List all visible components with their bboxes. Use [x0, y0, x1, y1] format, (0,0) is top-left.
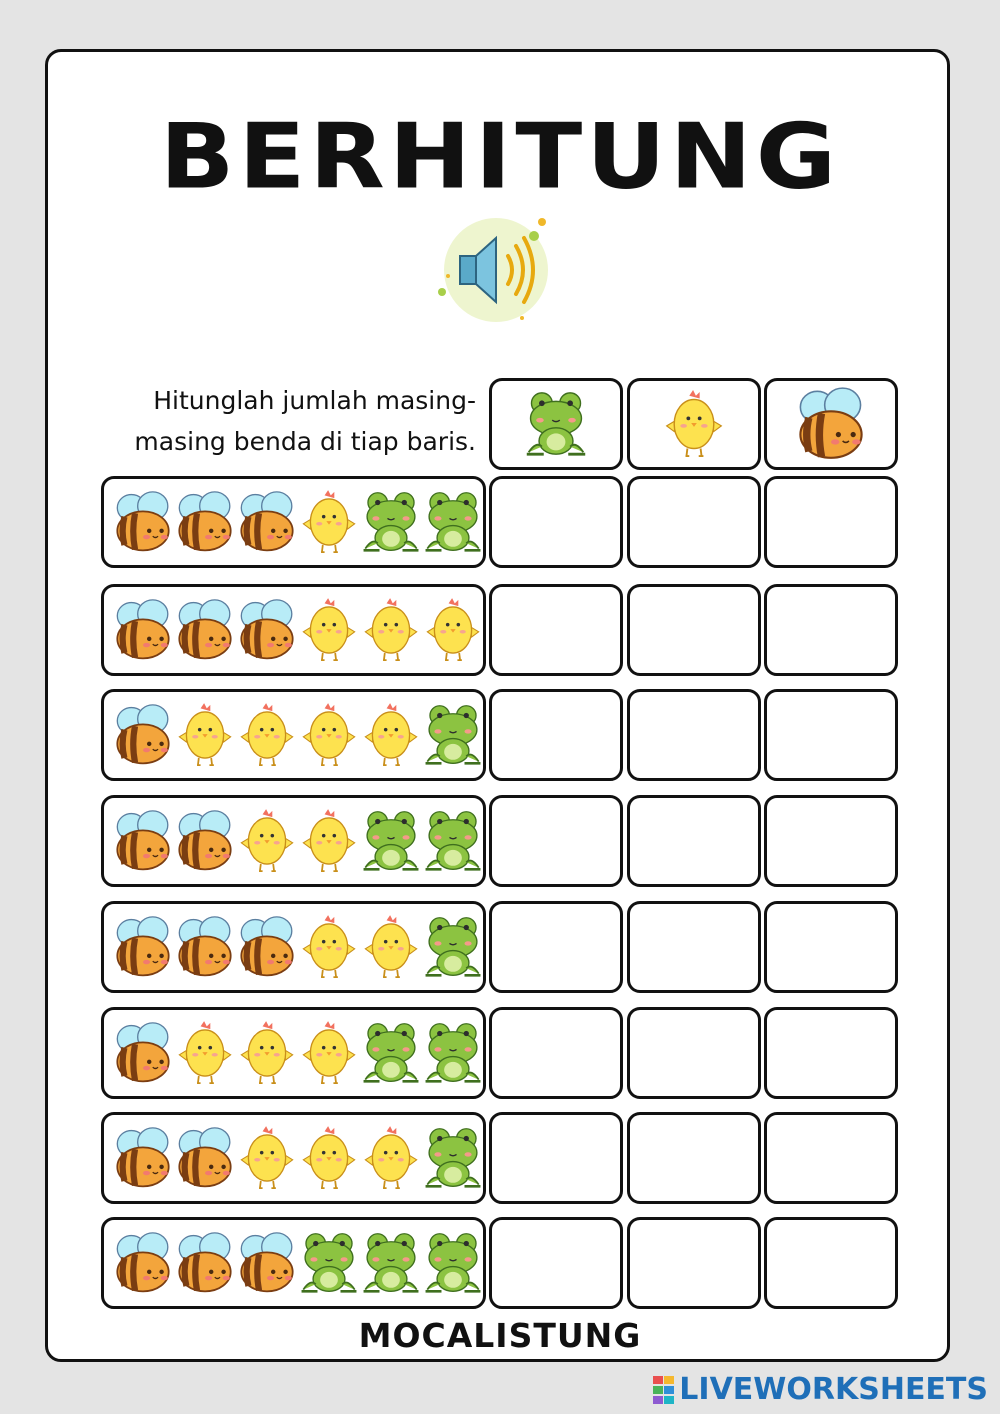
row-8-frog-count-box[interactable]	[489, 1217, 623, 1309]
row-3-bee-count-input[interactable]	[767, 692, 899, 780]
row-7-pictures	[101, 1112, 486, 1204]
row-6-frog-count-input[interactable]	[492, 1010, 624, 1098]
speaker-play-button[interactable]	[430, 210, 560, 330]
row-1-bee-count-input[interactable]	[767, 479, 899, 567]
row-5-pictures	[101, 901, 486, 993]
row-3-pictures	[101, 689, 486, 781]
row-1-bee-count-box[interactable]	[764, 476, 898, 568]
header-bee	[764, 378, 898, 470]
frog-icon	[360, 805, 422, 877]
chick-icon	[236, 1122, 298, 1194]
row-8-chick-count-box[interactable]	[627, 1217, 761, 1309]
bee-icon	[236, 594, 298, 666]
header-chick	[627, 378, 761, 470]
chick-icon	[298, 699, 360, 771]
row-4-bee-count-box[interactable]	[764, 795, 898, 887]
bee-icon	[112, 1122, 174, 1194]
chick-icon	[360, 911, 422, 983]
row-5-chick-count-input[interactable]	[630, 904, 762, 992]
row-3-frog-count-input[interactable]	[492, 692, 624, 780]
bee-icon	[236, 486, 298, 558]
row-7-bee-count-input[interactable]	[767, 1115, 899, 1203]
chick-icon	[360, 1122, 422, 1194]
row-2-chick-count-box[interactable]	[627, 584, 761, 676]
row-1-chick-count-input[interactable]	[630, 479, 762, 567]
row-6-chick-count-input[interactable]	[630, 1010, 762, 1098]
row-7-frog-count-input[interactable]	[492, 1115, 624, 1203]
chick-icon	[360, 699, 422, 771]
row-6-bee-count-input[interactable]	[767, 1010, 899, 1098]
row-7-frog-count-box[interactable]	[489, 1112, 623, 1204]
row-6-chick-count-box[interactable]	[627, 1007, 761, 1099]
row-2-frog-count-input[interactable]	[492, 587, 624, 675]
instruction-text	[96, 380, 476, 462]
brand-watermark	[653, 1372, 988, 1407]
row-4-frog-count-input[interactable]	[492, 798, 624, 886]
row-7-chick-count-input[interactable]	[630, 1115, 762, 1203]
chick-icon	[298, 911, 360, 983]
row-4-pictures	[101, 795, 486, 887]
frog-icon	[360, 1227, 422, 1299]
bee-icon	[112, 699, 174, 771]
frog-icon	[422, 1227, 484, 1299]
chick-icon	[298, 1017, 360, 1089]
bee-icon	[112, 1017, 174, 1089]
row-1-chick-count-box[interactable]	[627, 476, 761, 568]
footer-label: MOCALISTUNG	[358, 1316, 642, 1355]
instruction-line-1: Hitunglah jumlah masing-	[153, 386, 476, 415]
bee-icon	[174, 486, 236, 558]
brand-name: LIVEWORKSHEETS	[679, 1372, 988, 1407]
chick-icon	[298, 486, 360, 558]
row-5-bee-count-box[interactable]	[764, 901, 898, 993]
row-2-frog-count-box[interactable]	[489, 584, 623, 676]
chick-icon	[236, 1017, 298, 1089]
row-6-frog-count-box[interactable]	[489, 1007, 623, 1099]
bee-icon	[112, 594, 174, 666]
frog-icon	[422, 699, 484, 771]
header-frog	[489, 378, 623, 470]
chick-icon	[298, 805, 360, 877]
chick-icon	[661, 388, 727, 460]
row-4-chick-count-box[interactable]	[627, 795, 761, 887]
row-1-frog-count-box[interactable]	[489, 476, 623, 568]
row-2-chick-count-input[interactable]	[630, 587, 762, 675]
bee-icon	[112, 486, 174, 558]
chick-icon	[298, 1122, 360, 1194]
row-2-bee-count-box[interactable]	[764, 584, 898, 676]
frog-icon	[422, 911, 484, 983]
chick-icon	[422, 594, 484, 666]
row-5-frog-count-box[interactable]	[489, 901, 623, 993]
frog-icon	[360, 1017, 422, 1089]
chick-icon	[298, 594, 360, 666]
row-3-bee-count-box[interactable]	[764, 689, 898, 781]
bee-icon	[236, 1227, 298, 1299]
row-4-chick-count-input[interactable]	[630, 798, 762, 886]
row-3-chick-count-box[interactable]	[627, 689, 761, 781]
row-5-frog-count-input[interactable]	[492, 904, 624, 992]
frog-icon	[298, 1227, 360, 1299]
instruction-line-2: masing benda di tiap baris.	[134, 427, 476, 456]
row-3-chick-count-input[interactable]	[630, 692, 762, 780]
row-8-frog-count-input[interactable]	[492, 1220, 624, 1308]
bee-icon	[174, 1122, 236, 1194]
row-8-bee-count-input[interactable]	[767, 1220, 899, 1308]
frog-icon	[360, 486, 422, 558]
row-2-bee-count-input[interactable]	[767, 587, 899, 675]
row-8-bee-count-box[interactable]	[764, 1217, 898, 1309]
chick-icon	[236, 699, 298, 771]
bee-icon	[174, 1227, 236, 1299]
frog-icon	[523, 388, 589, 460]
bee-icon	[174, 911, 236, 983]
bee-icon	[112, 1227, 174, 1299]
frog-icon	[422, 1017, 484, 1089]
bee-icon	[174, 805, 236, 877]
chick-icon	[236, 805, 298, 877]
chick-icon	[174, 699, 236, 771]
bee-icon	[112, 911, 174, 983]
bee-icon	[794, 386, 868, 462]
bee-icon	[236, 911, 298, 983]
liveworksheets-logo-icon	[653, 1376, 675, 1404]
speaker-icon	[430, 210, 560, 330]
row-5-chick-count-box[interactable]	[627, 901, 761, 993]
row-4-bee-count-input[interactable]	[767, 798, 899, 886]
row-8-pictures	[101, 1217, 486, 1309]
row-6-pictures	[101, 1007, 486, 1099]
bee-icon	[112, 805, 174, 877]
frog-icon	[422, 805, 484, 877]
row-5-bee-count-input[interactable]	[767, 904, 899, 992]
row-4-frog-count-box[interactable]	[489, 795, 623, 887]
row-7-chick-count-box[interactable]	[627, 1112, 761, 1204]
row-3-frog-count-box[interactable]	[489, 689, 623, 781]
row-2-pictures	[101, 584, 486, 676]
bee-icon	[174, 594, 236, 666]
frog-icon	[422, 1122, 484, 1194]
row-8-chick-count-input[interactable]	[630, 1220, 762, 1308]
row-6-bee-count-box[interactable]	[764, 1007, 898, 1099]
page-title: BERHITUNG	[159, 104, 841, 210]
row-1-pictures	[101, 476, 486, 568]
frog-icon	[422, 486, 484, 558]
row-1-frog-count-input[interactable]	[492, 479, 624, 567]
chick-icon	[174, 1017, 236, 1089]
row-7-bee-count-box[interactable]	[764, 1112, 898, 1204]
chick-icon	[360, 594, 422, 666]
